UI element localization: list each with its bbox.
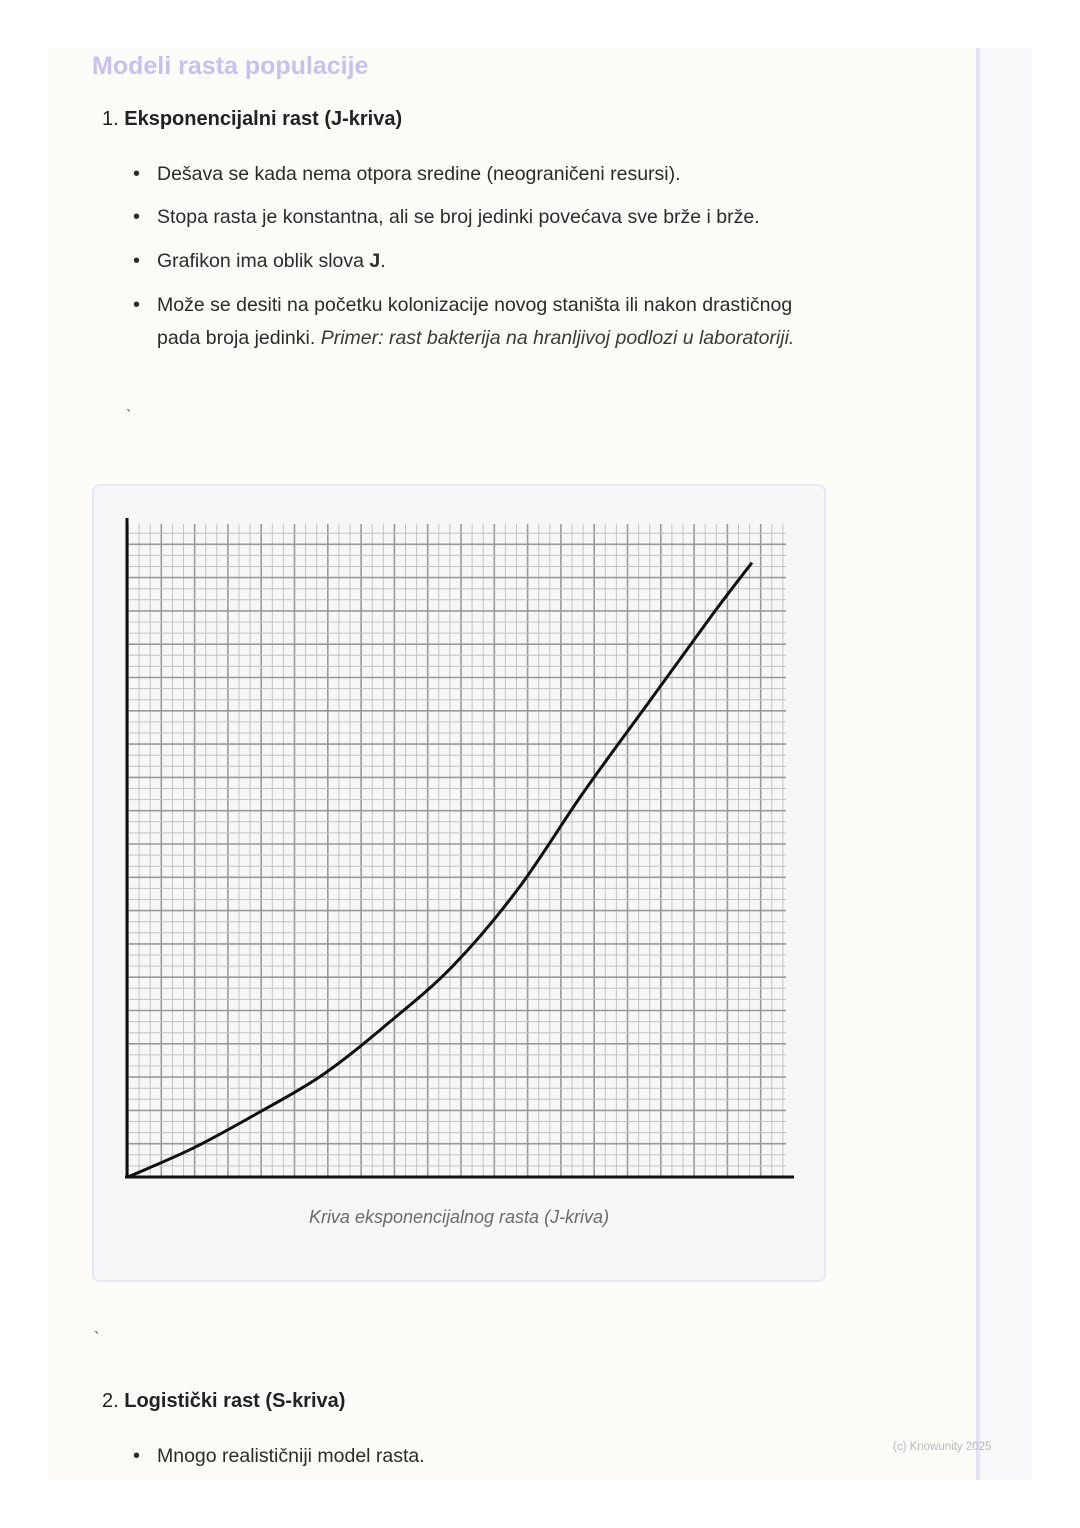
bullet-constant-rate: • Stopa rasta je konstantna, ali se broj jedinki povećava sve brže i brže. xyxy=(157,201,837,234)
section-1-heading xyxy=(102,108,402,131)
page-side-strip xyxy=(976,48,1032,1480)
bullet-j-shape xyxy=(157,245,837,278)
bullet-j-shape-letter: J xyxy=(369,250,381,272)
section-2-number: 2. xyxy=(102,1390,119,1412)
exponential-growth-curve xyxy=(128,563,752,1177)
stray-mark: ` xyxy=(126,408,132,425)
bullet-realistic-model: • Mnogo realističniji model rasta. xyxy=(157,1440,837,1473)
figure-caption: Kriva eksponencijalnog rasta (J-kriva) xyxy=(308,1207,610,1227)
j-curve-chart xyxy=(108,508,808,1192)
section-1-title: Eksponencijalni rast (J-kriva) xyxy=(124,108,403,130)
page-title: Modeli rasta populacije xyxy=(92,52,369,80)
section-2-title: Logistički rast (S-kriva) xyxy=(124,1390,346,1412)
bullet-j-shape-text: Grafikon ima oblik slova xyxy=(157,250,370,272)
copyright-notice: (c) Knowunity 2025 xyxy=(893,1441,992,1453)
bullet-colonization-example: Primer: rast bakterija na hranljivoj podlozi u laboratoriji. xyxy=(320,327,795,349)
chart-grid xyxy=(128,524,786,1177)
section-1-number: 1. xyxy=(102,108,119,130)
bullet-colonization-text: Može se desiti na početku kolonizacije novog staništa ili nakon drastičnog pada broja jedinki. xyxy=(157,294,793,349)
bullet-j-shape-end: . xyxy=(380,250,386,272)
bullet-colonization xyxy=(157,289,837,355)
bullet-no-resistance: • Dešava se kada nema otpora sredine (neograničeni resursi). xyxy=(157,158,837,191)
stray-mark-2: ` xyxy=(94,1330,100,1347)
section-2-heading xyxy=(102,1390,345,1413)
